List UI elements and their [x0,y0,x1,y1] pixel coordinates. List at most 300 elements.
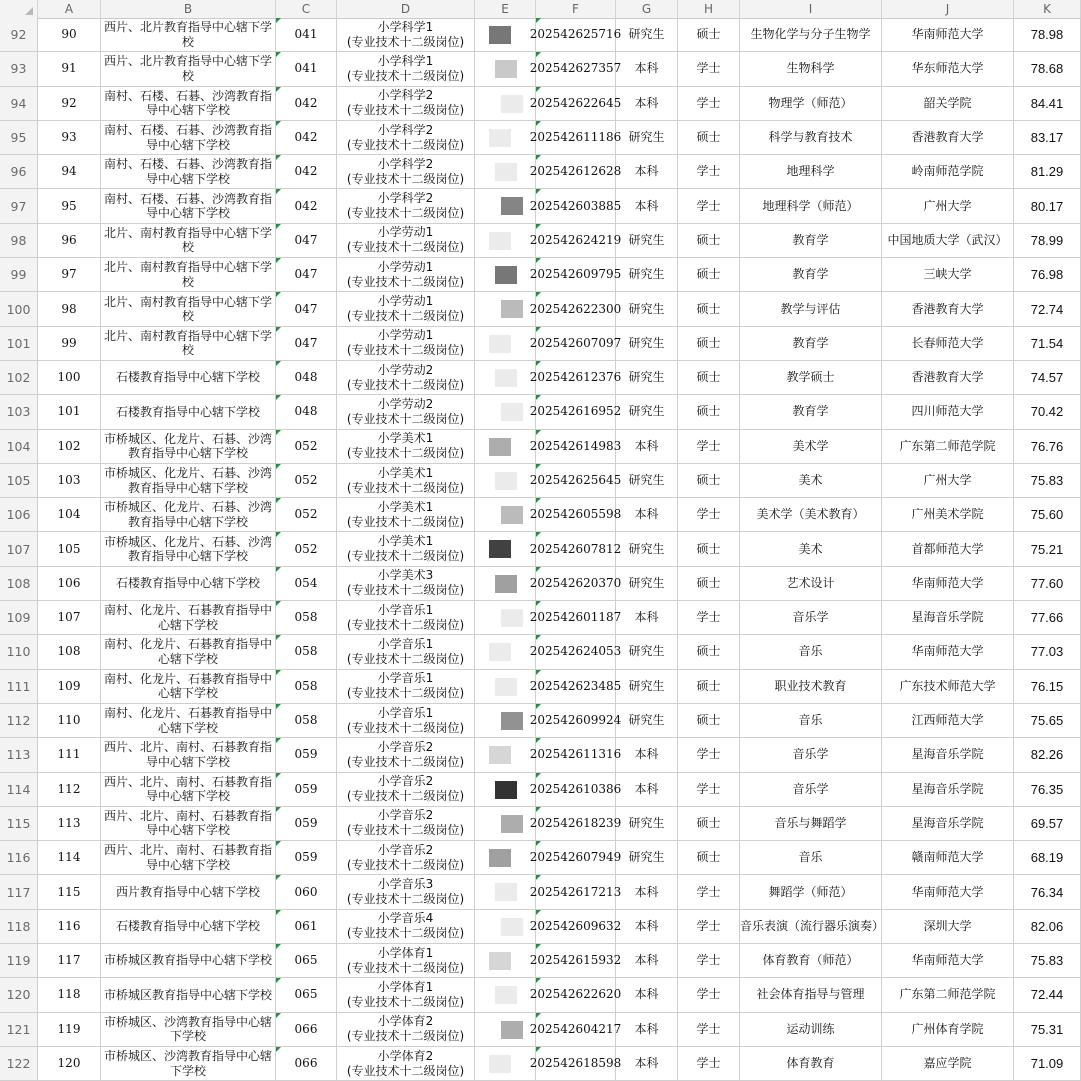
column-header-e[interactable]: E [475,0,536,18]
cell-education[interactable]: 本科 [616,87,678,120]
column-header-g[interactable]: G [616,0,678,18]
cell-post-code[interactable]: 041 [276,52,337,85]
cell-seq-number[interactable]: 107 [38,601,101,634]
cell-degree[interactable]: 学士 [678,978,740,1011]
row-number[interactable]: 112 [0,704,38,737]
cell-degree[interactable]: 学士 [678,875,740,908]
cell-employer[interactable]: 市桥城区教育指导中心辖下学校 [101,944,276,977]
cell-post-name[interactable] [337,361,475,394]
cell-seq-number[interactable]: 120 [38,1047,101,1080]
cell-exam-id[interactable]: 202542627357 [536,52,616,85]
cell-education[interactable]: 本科 [616,1047,678,1080]
cell-post-code[interactable]: 042 [276,189,337,222]
column-header-j[interactable]: J [882,0,1014,18]
cell-degree[interactable]: 硕士 [678,121,740,154]
cell-employer[interactable]: 南村、石楼、石碁、沙湾教育指导中心辖下学校 [101,155,276,188]
cell-education[interactable]: 研究生 [616,361,678,394]
cell-major[interactable]: 地理科学（师范） [740,189,882,222]
cell-name-redacted[interactable] [475,121,536,154]
cell-post-code[interactable]: 059 [276,807,337,840]
column-header-i[interactable]: I [740,0,882,18]
cell-major[interactable]: 音乐表演（流行器乐演奏） [740,910,882,943]
cell-score[interactable]: 75.83 [1014,464,1081,497]
cell-degree[interactable]: 硕士 [678,464,740,497]
cell-seq-number[interactable]: 119 [38,1013,101,1046]
cell-name-redacted[interactable] [475,635,536,668]
row-number[interactable]: 122 [0,1047,38,1080]
cell-post-code[interactable]: 058 [276,704,337,737]
cell-university[interactable]: 首都师范大学 [882,532,1014,565]
cell-score[interactable]: 77.66 [1014,601,1081,634]
cell-major[interactable]: 教育学 [740,327,882,360]
cell-major[interactable]: 音乐学 [740,601,882,634]
cell-score[interactable]: 72.44 [1014,978,1081,1011]
cell-score[interactable]: 69.57 [1014,807,1081,840]
cell-degree[interactable]: 学士 [678,189,740,222]
cell-university[interactable]: 广东第二师范学院 [882,978,1014,1011]
cell-university[interactable]: 星海音乐学院 [882,773,1014,806]
cell-post-code[interactable]: 061 [276,910,337,943]
cell-degree[interactable]: 硕士 [678,635,740,668]
cell-seq-number[interactable]: 96 [38,224,101,257]
cell-education[interactable]: 本科 [616,773,678,806]
cell-degree[interactable]: 硕士 [678,704,740,737]
cell-exam-id[interactable]: 202542625716 [536,18,616,51]
cell-name-redacted[interactable] [475,292,536,325]
cell-degree[interactable]: 学士 [678,430,740,463]
row-number[interactable]: 119 [0,944,38,977]
cell-major[interactable]: 教育学 [740,224,882,257]
cell-university[interactable]: 香港教育大学 [882,121,1014,154]
cell-university[interactable]: 星海音乐学院 [882,601,1014,634]
cell-education[interactable]: 本科 [616,738,678,771]
cell-name-redacted[interactable] [475,910,536,943]
cell-name-redacted[interactable] [475,224,536,257]
cell-post-name[interactable] [337,395,475,428]
cell-seq-number[interactable]: 115 [38,875,101,908]
cell-seq-number[interactable]: 111 [38,738,101,771]
row-number[interactable]: 107 [0,532,38,565]
cell-post-name[interactable] [337,189,475,222]
cell-employer[interactable]: 市桥城区、化龙片、石碁、沙湾教育指导中心辖下学校 [101,532,276,565]
cell-major[interactable]: 体育教育（师范） [740,944,882,977]
row-number[interactable]: 109 [0,601,38,634]
cell-score[interactable]: 70.42 [1014,395,1081,428]
cell-seq-number[interactable]: 95 [38,189,101,222]
cell-employer[interactable]: 石楼教育指导中心辖下学校 [101,361,276,394]
cell-post-name[interactable] [337,1047,475,1080]
column-header-b[interactable]: B [101,0,276,18]
cell-degree[interactable]: 学士 [678,944,740,977]
cell-education[interactable]: 本科 [616,189,678,222]
cell-post-code[interactable]: 047 [276,292,337,325]
cell-name-redacted[interactable] [475,1047,536,1080]
cell-post-code[interactable]: 041 [276,18,337,51]
cell-university[interactable]: 广东技术师范大学 [882,670,1014,703]
cell-post-code[interactable]: 042 [276,121,337,154]
cell-major[interactable]: 教学硕士 [740,361,882,394]
cell-major[interactable]: 音乐与舞蹈学 [740,807,882,840]
cell-seq-number[interactable]: 112 [38,773,101,806]
cell-degree[interactable]: 硕士 [678,567,740,600]
cell-name-redacted[interactable] [475,189,536,222]
cell-degree[interactable]: 硕士 [678,841,740,874]
cell-exam-id[interactable]: 202542622620 [536,978,616,1011]
cell-education[interactable]: 本科 [616,978,678,1011]
cell-post-name[interactable] [337,807,475,840]
cell-seq-number[interactable]: 93 [38,121,101,154]
cell-major[interactable]: 教育学 [740,258,882,291]
cell-degree[interactable]: 学士 [678,1013,740,1046]
cell-degree[interactable]: 学士 [678,773,740,806]
cell-name-redacted[interactable] [475,601,536,634]
column-header-d[interactable]: D [337,0,475,18]
cell-major[interactable]: 社会体育指导与管理 [740,978,882,1011]
cell-post-code[interactable]: 047 [276,258,337,291]
column-header-k[interactable]: K [1014,0,1081,18]
cell-score[interactable]: 84.41 [1014,87,1081,120]
cell-major[interactable]: 美术 [740,464,882,497]
cell-exam-id[interactable]: 202542612376 [536,361,616,394]
cell-name-redacted[interactable] [475,464,536,497]
cell-seq-number[interactable]: 103 [38,464,101,497]
cell-exam-id[interactable]: 202542609795 [536,258,616,291]
cell-degree[interactable]: 学士 [678,601,740,634]
cell-exam-id[interactable]: 202542616952 [536,395,616,428]
cell-score[interactable]: 75.83 [1014,944,1081,977]
column-header-c[interactable]: C [276,0,337,18]
cell-name-redacted[interactable] [475,498,536,531]
cell-score[interactable]: 76.76 [1014,430,1081,463]
row-number[interactable]: 98 [0,224,38,257]
cell-post-code[interactable]: 060 [276,875,337,908]
cell-major[interactable]: 地理科学 [740,155,882,188]
cell-exam-id[interactable]: 202542603885 [536,189,616,222]
cell-university[interactable]: 四川师范大学 [882,395,1014,428]
row-number[interactable]: 113 [0,738,38,771]
cell-post-name[interactable] [337,635,475,668]
cell-major[interactable]: 生物科学 [740,52,882,85]
cell-seq-number[interactable]: 98 [38,292,101,325]
cell-post-code[interactable]: 052 [276,498,337,531]
cell-employer[interactable]: 西片、北片教育指导中心辖下学校 [101,18,276,51]
cell-post-name[interactable] [337,978,475,1011]
cell-major[interactable]: 美术学 [740,430,882,463]
cell-university[interactable]: 赣南师范大学 [882,841,1014,874]
cell-seq-number[interactable]: 118 [38,978,101,1011]
cell-major[interactable]: 职业技术教育 [740,670,882,703]
cell-education[interactable]: 研究生 [616,635,678,668]
cell-employer[interactable]: 西片、北片、南村、石碁教育指导中心辖下学校 [101,738,276,771]
cell-name-redacted[interactable] [475,944,536,977]
cell-exam-id[interactable]: 202542609924 [536,704,616,737]
cell-name-redacted[interactable] [475,567,536,600]
cell-major[interactable]: 音乐学 [740,773,882,806]
cell-seq-number[interactable]: 100 [38,361,101,394]
cell-score[interactable]: 78.98 [1014,18,1081,51]
cell-exam-id[interactable]: 202542607812 [536,532,616,565]
cell-post-name[interactable] [337,567,475,600]
cell-education[interactable]: 研究生 [616,327,678,360]
cell-post-name[interactable] [337,224,475,257]
cell-university[interactable]: 广州美术学院 [882,498,1014,531]
cell-university[interactable]: 华南师范大学 [882,18,1014,51]
row-number[interactable]: 106 [0,498,38,531]
cell-post-name[interactable] [337,1013,475,1046]
cell-post-code[interactable]: 066 [276,1013,337,1046]
cell-degree[interactable]: 硕士 [678,532,740,565]
cell-degree[interactable]: 硕士 [678,18,740,51]
cell-post-name[interactable] [337,601,475,634]
cell-score[interactable]: 78.99 [1014,224,1081,257]
cell-seq-number[interactable]: 106 [38,567,101,600]
column-header-a[interactable]: A [38,0,101,18]
row-number[interactable]: 95 [0,121,38,154]
cell-employer[interactable]: 市桥城区、化龙片、石碁、沙湾教育指导中心辖下学校 [101,464,276,497]
cell-seq-number[interactable]: 90 [38,18,101,51]
cell-seq-number[interactable]: 116 [38,910,101,943]
cell-post-code[interactable]: 059 [276,738,337,771]
cell-name-redacted[interactable] [475,258,536,291]
cell-university[interactable]: 江西师范大学 [882,704,1014,737]
cell-score[interactable]: 74.57 [1014,361,1081,394]
cell-education[interactable]: 研究生 [616,292,678,325]
cell-employer[interactable]: 市桥城区、沙湾教育指导中心辖下学校 [101,1013,276,1046]
cell-employer[interactable]: 南村、化龙片、石碁教育指导中心辖下学校 [101,601,276,634]
cell-university[interactable]: 中国地质大学（武汉） [882,224,1014,257]
cell-education[interactable]: 研究生 [616,532,678,565]
cell-post-code[interactable]: 047 [276,327,337,360]
cell-degree[interactable]: 学士 [678,87,740,120]
cell-education[interactable]: 研究生 [616,670,678,703]
cell-exam-id[interactable]: 202542618598 [536,1047,616,1080]
row-number[interactable]: 104 [0,430,38,463]
cell-employer[interactable]: 石楼教育指导中心辖下学校 [101,567,276,600]
cell-university[interactable]: 星海音乐学院 [882,807,1014,840]
cell-major[interactable]: 生物化学与分子生物学 [740,18,882,51]
cell-post-code[interactable]: 058 [276,601,337,634]
column-header-f[interactable]: F [536,0,616,18]
cell-post-code[interactable]: 058 [276,635,337,668]
cell-name-redacted[interactable] [475,1013,536,1046]
row-number[interactable]: 102 [0,361,38,394]
cell-post-name[interactable] [337,292,475,325]
cell-score[interactable]: 78.68 [1014,52,1081,85]
row-number[interactable]: 120 [0,978,38,1011]
cell-major[interactable]: 教育学 [740,395,882,428]
cell-major[interactable]: 运动训练 [740,1013,882,1046]
cell-name-redacted[interactable] [475,670,536,703]
cell-major[interactable]: 艺术设计 [740,567,882,600]
cell-name-redacted[interactable] [475,18,536,51]
cell-score[interactable]: 76.15 [1014,670,1081,703]
cell-university[interactable]: 广东第二师范学院 [882,430,1014,463]
cell-seq-number[interactable]: 99 [38,327,101,360]
cell-post-name[interactable] [337,875,475,908]
cell-employer[interactable]: 石楼教育指导中心辖下学校 [101,395,276,428]
cell-degree[interactable]: 硕士 [678,361,740,394]
cell-post-name[interactable] [337,464,475,497]
cell-employer[interactable]: 南村、化龙片、石碁教育指导中心辖下学校 [101,670,276,703]
row-number[interactable]: 105 [0,464,38,497]
cell-post-name[interactable] [337,841,475,874]
cell-education[interactable]: 研究生 [616,704,678,737]
cell-education[interactable]: 本科 [616,52,678,85]
cell-score[interactable]: 83.17 [1014,121,1081,154]
cell-major[interactable]: 科学与教育技术 [740,121,882,154]
cell-degree[interactable]: 学士 [678,498,740,531]
cell-post-name[interactable] [337,87,475,120]
cell-score[interactable]: 77.60 [1014,567,1081,600]
row-number[interactable]: 116 [0,841,38,874]
cell-seq-number[interactable]: 114 [38,841,101,874]
cell-seq-number[interactable]: 91 [38,52,101,85]
cell-employer[interactable]: 市桥城区教育指导中心辖下学校 [101,978,276,1011]
cell-post-code[interactable]: 052 [276,464,337,497]
cell-degree[interactable]: 硕士 [678,807,740,840]
column-header-h[interactable]: H [678,0,740,18]
cell-score[interactable]: 76.34 [1014,875,1081,908]
cell-post-code[interactable]: 052 [276,532,337,565]
cell-post-code[interactable]: 048 [276,361,337,394]
cell-post-name[interactable] [337,910,475,943]
cell-post-name[interactable] [337,327,475,360]
row-number[interactable]: 121 [0,1013,38,1046]
cell-seq-number[interactable]: 117 [38,944,101,977]
cell-major[interactable]: 音乐 [740,635,882,668]
cell-education[interactable]: 本科 [616,910,678,943]
cell-exam-id[interactable]: 202542611316 [536,738,616,771]
cell-university[interactable]: 嘉应学院 [882,1047,1014,1080]
cell-exam-id[interactable]: 202542614983 [536,430,616,463]
cell-name-redacted[interactable] [475,395,536,428]
cell-education[interactable]: 本科 [616,944,678,977]
cell-name-redacted[interactable] [475,807,536,840]
cell-name-redacted[interactable] [475,327,536,360]
cell-score[interactable]: 80.17 [1014,189,1081,222]
row-number[interactable]: 97 [0,189,38,222]
cell-employer[interactable]: 南村、石楼、石碁、沙湾教育指导中心辖下学校 [101,121,276,154]
cell-exam-id[interactable]: 202542622300 [536,292,616,325]
cell-score[interactable]: 81.29 [1014,155,1081,188]
cell-seq-number[interactable]: 101 [38,395,101,428]
row-number[interactable]: 93 [0,52,38,85]
cell-name-redacted[interactable] [475,841,536,874]
cell-post-name[interactable] [337,944,475,977]
cell-name-redacted[interactable] [475,155,536,188]
cell-post-code[interactable]: 042 [276,155,337,188]
cell-name-redacted[interactable] [475,875,536,908]
cell-exam-id[interactable]: 202542611186 [536,121,616,154]
cell-score[interactable]: 72.74 [1014,292,1081,325]
cell-post-code[interactable]: 054 [276,567,337,600]
cell-employer[interactable]: 西片教育指导中心辖下学校 [101,875,276,908]
cell-university[interactable]: 长春师范大学 [882,327,1014,360]
cell-degree[interactable]: 硕士 [678,670,740,703]
cell-post-name[interactable] [337,430,475,463]
cell-exam-id[interactable]: 202542601187 [536,601,616,634]
cell-exam-id[interactable]: 202542620370 [536,567,616,600]
row-number[interactable]: 99 [0,258,38,291]
cell-post-code[interactable]: 052 [276,430,337,463]
cell-post-name[interactable] [337,258,475,291]
cell-employer[interactable]: 西片、北片、南村、石碁教育指导中心辖下学校 [101,773,276,806]
cell-education[interactable]: 研究生 [616,807,678,840]
cell-university[interactable]: 华南师范大学 [882,567,1014,600]
cell-education[interactable]: 本科 [616,155,678,188]
row-number[interactable]: 94 [0,87,38,120]
cell-post-code[interactable]: 066 [276,1047,337,1080]
cell-university[interactable]: 香港教育大学 [882,292,1014,325]
cell-education[interactable]: 本科 [616,601,678,634]
cell-exam-id[interactable]: 202542624053 [536,635,616,668]
cell-exam-id[interactable]: 202542625645 [536,464,616,497]
cell-university[interactable]: 华南师范大学 [882,635,1014,668]
cell-employer[interactable]: 南村、石楼、石碁、沙湾教育指导中心辖下学校 [101,87,276,120]
cell-seq-number[interactable]: 94 [38,155,101,188]
cell-university[interactable]: 深圳大学 [882,910,1014,943]
cell-post-name[interactable] [337,18,475,51]
row-number[interactable]: 115 [0,807,38,840]
row-number[interactable]: 108 [0,567,38,600]
cell-employer[interactable]: 南村、石楼、石碁、沙湾教育指导中心辖下学校 [101,189,276,222]
cell-degree[interactable]: 学士 [678,52,740,85]
cell-score[interactable]: 76.98 [1014,258,1081,291]
cell-seq-number[interactable]: 113 [38,807,101,840]
cell-major[interactable]: 体育教育 [740,1047,882,1080]
cell-education[interactable]: 本科 [616,1013,678,1046]
cell-post-code[interactable]: 048 [276,395,337,428]
cell-employer[interactable]: 西片、北片、南村、石碁教育指导中心辖下学校 [101,807,276,840]
cell-university[interactable]: 广州大学 [882,464,1014,497]
cell-exam-id[interactable]: 202542612628 [536,155,616,188]
cell-seq-number[interactable]: 105 [38,532,101,565]
cell-education[interactable]: 研究生 [616,395,678,428]
row-number[interactable]: 111 [0,670,38,703]
cell-degree[interactable]: 学士 [678,1047,740,1080]
cell-name-redacted[interactable] [475,52,536,85]
cell-university[interactable]: 广州大学 [882,189,1014,222]
cell-exam-id[interactable]: 202542623485 [536,670,616,703]
row-number[interactable]: 118 [0,910,38,943]
cell-name-redacted[interactable] [475,738,536,771]
cell-education[interactable]: 本科 [616,430,678,463]
cell-post-name[interactable] [337,704,475,737]
cell-exam-id[interactable]: 202542617213 [536,875,616,908]
cell-degree[interactable]: 硕士 [678,327,740,360]
cell-score[interactable]: 82.06 [1014,910,1081,943]
cell-seq-number[interactable]: 108 [38,635,101,668]
cell-score[interactable]: 75.31 [1014,1013,1081,1046]
cell-name-redacted[interactable] [475,361,536,394]
cell-name-redacted[interactable] [475,773,536,806]
row-number[interactable]: 110 [0,635,38,668]
cell-post-name[interactable] [337,532,475,565]
select-all-corner[interactable] [0,0,38,18]
cell-degree[interactable]: 硕士 [678,224,740,257]
cell-degree[interactable]: 学士 [678,155,740,188]
cell-education[interactable]: 本科 [616,875,678,908]
cell-university[interactable]: 星海音乐学院 [882,738,1014,771]
cell-seq-number[interactable]: 97 [38,258,101,291]
cell-major[interactable]: 音乐 [740,704,882,737]
cell-education[interactable]: 研究生 [616,258,678,291]
cell-exam-id[interactable]: 202542618239 [536,807,616,840]
cell-university[interactable]: 香港教育大学 [882,361,1014,394]
cell-post-code[interactable]: 065 [276,978,337,1011]
cell-university[interactable]: 华南师范大学 [882,944,1014,977]
cell-post-name[interactable] [337,155,475,188]
